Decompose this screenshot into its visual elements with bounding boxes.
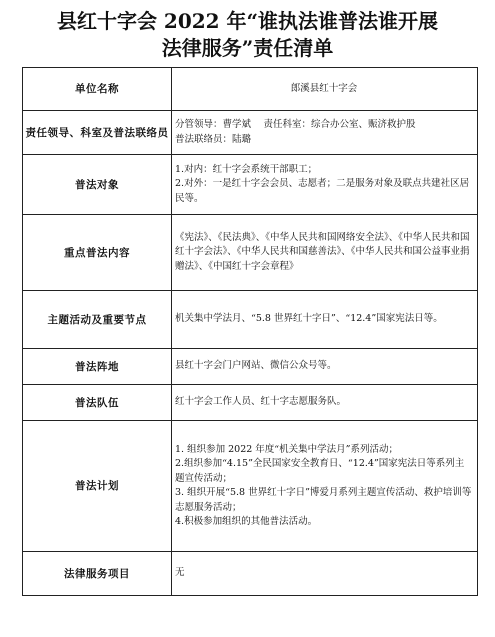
leader-line-2: 普法联络员：陆璐: [175, 133, 252, 145]
team-value: 红十字会工作人员、红十字志愿服务队。: [172, 385, 478, 421]
row-plan: [23, 421, 478, 552]
row-laws: [23, 215, 478, 291]
row-leader: [23, 111, 478, 155]
leader-value: [172, 111, 478, 155]
plan-line-1: 1. 组织参加 2022 年度“机关集中学法月”系列活动；: [175, 443, 399, 455]
plan-line-3: 3. 组织开展“5.8 世界红十字日”博爱月系列主题宣传活动、救护培训等志愿服务活动；: [175, 487, 472, 513]
target-value: [172, 155, 478, 215]
venue-label: 普法阵地: [23, 349, 172, 385]
responsibility-table: [22, 67, 478, 596]
service-label: 法律服务项目: [23, 552, 172, 596]
plan-label: 普法计划: [23, 421, 172, 552]
laws-value: 《宪法》、《民法典》、《中华人民共和国网络安全法》、《中华人民共和国红十字会法》、《中华人民共和国慈善法》、《中华人民共和国公益事业捐赠法》、《中国红十字会章程》: [172, 215, 478, 291]
title-line-2: 法律服务”责任清单: [161, 36, 334, 60]
venue-value: 县红十字会门户网站、微信公众号等。: [172, 349, 478, 385]
plan-line-4: 4.积极参加组织的其他普法活动。: [175, 516, 318, 527]
leader-line-1: 分管领导：曹学斌 责任科室：综合办公室、赈济救护股: [175, 119, 416, 130]
plan-line-2: 2.组织参加“4.15”全民国家安全教育日、“12.4”国家宪法日等系列主题宣传活动；: [175, 458, 465, 484]
laws-label: 重点普法内容: [23, 215, 172, 291]
row-venue: [23, 349, 478, 385]
team-label: 普法队伍: [23, 385, 172, 421]
target-label: 普法对象: [23, 155, 172, 215]
row-theme: [23, 291, 478, 349]
document-title: [0, 0, 495, 62]
unit-label: 单位名称: [23, 68, 172, 111]
target-line-2: 2.对外：一是红十字会会员、志愿者；二是服务对象及联点共建社区居民等。: [175, 178, 470, 204]
row-service: [23, 552, 478, 596]
theme-value: 机关集中学法月、“5.8 世界红十字日”、“12.4”国家宪法日等。: [172, 291, 478, 349]
plan-value: [172, 421, 478, 552]
leader-label: 责任领导、科室及普法联络员: [23, 111, 172, 155]
title-line-1: 县红十字会 2022 年“谁执法谁普法谁开展: [56, 9, 439, 33]
row-unit: [23, 68, 478, 111]
row-team: [23, 385, 478, 421]
unit-value: 郎溪县红十字会: [172, 68, 478, 111]
service-value: 无: [172, 552, 478, 596]
row-target: [23, 155, 478, 215]
theme-label: 主题活动及重要节点: [23, 291, 172, 349]
target-line-1: 1.对内：红十字会系统干部职工；: [175, 163, 318, 175]
